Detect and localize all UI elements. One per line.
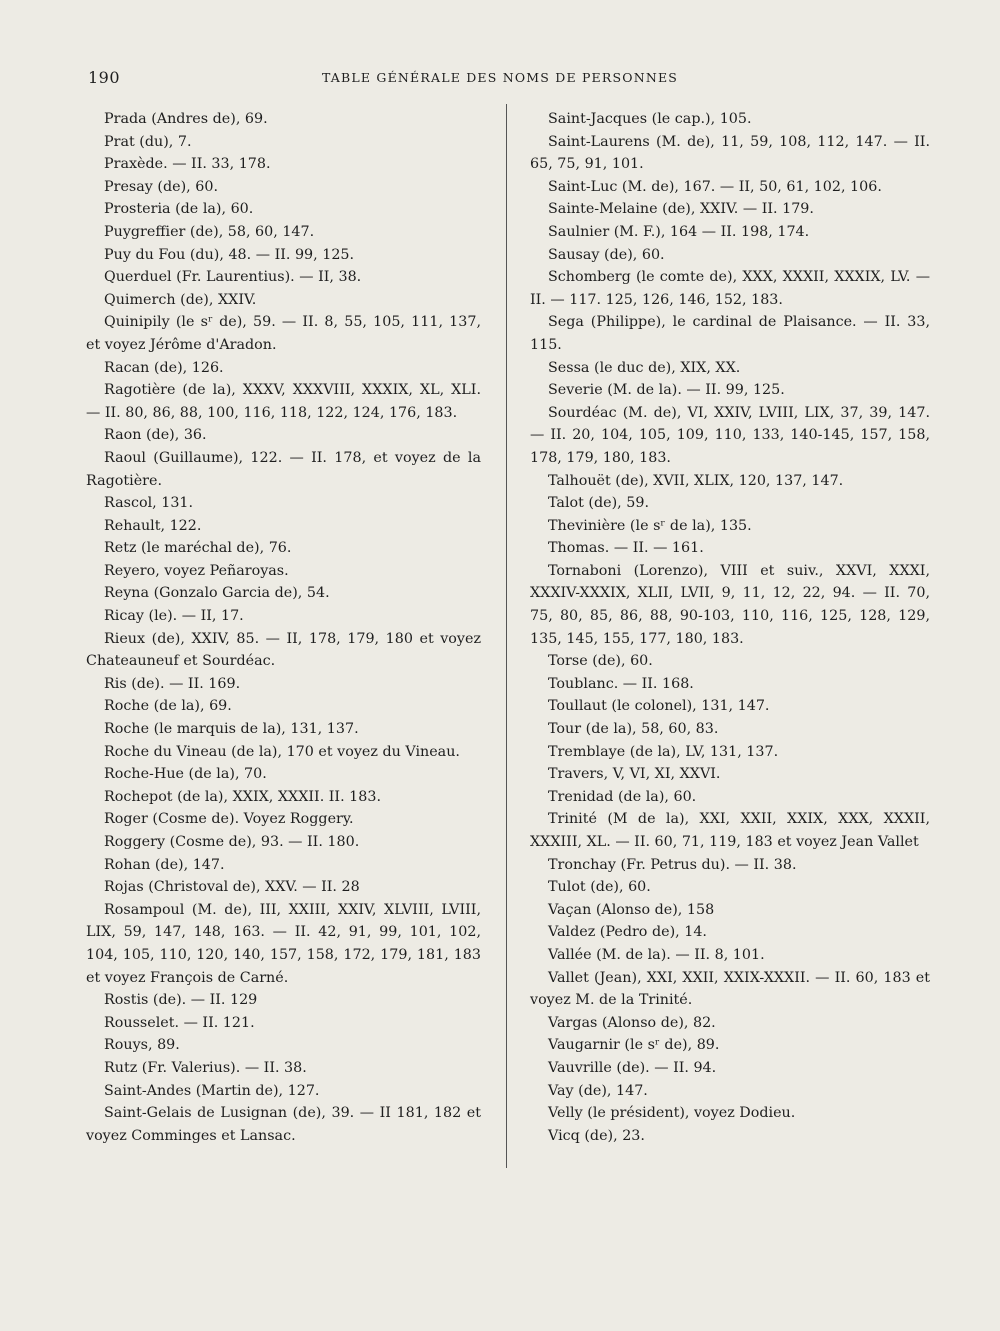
running-title: TABLE GÉNÉRALE DES NOMS DE PERSONNES bbox=[321, 70, 679, 85]
index-entry: Sourdéac (M. de), VI, XXIV, LVIII, LIX, 37, 39, 147. — II. 20, 104, 105, 109, 110, 133, 140-145, 157, 158, 178, 179, 180, 183. bbox=[530, 404, 930, 466]
index-entry: Tronchay (Fr. Petrus du). — II. 38. bbox=[548, 856, 797, 873]
index-entry: Ris (de). — II. 169. bbox=[104, 675, 241, 692]
index-entry: Vaugarnir (le sʳ de), 89. bbox=[548, 1037, 720, 1054]
index-entry: Roche (de la), 69. bbox=[104, 698, 232, 715]
index-entry: Rascol, 131. bbox=[104, 495, 194, 512]
index-entry: Travers, V, VI, XI, XXVI. bbox=[548, 766, 721, 783]
index-entry: Sausay (de), 60. bbox=[548, 246, 665, 263]
index-entry: Raoul (Guillaume), 122. — II. 178, et voyez de la Ragotière. bbox=[86, 449, 481, 489]
index-entry: Vauvrille (de). — II. 94. bbox=[548, 1059, 717, 1076]
index-entry: Reyero, voyez Peñaroyas. bbox=[104, 562, 289, 579]
index-entry: Rouys, 89. bbox=[104, 1037, 180, 1054]
index-entry: Schomberg (le comte de), XXX, XXXII, XXXIX, LV. — II. — 117. 125, 126, 146, 152, 183. bbox=[530, 269, 930, 308]
index-entry: Tour (de la), 58, 60, 83. bbox=[548, 721, 719, 738]
index-entry: Puy du Fou (du), 48. — II. 99, 125. bbox=[104, 246, 355, 263]
index-entry: Saint-Andes (Martin de), 127. bbox=[104, 1082, 320, 1099]
index-entry: Vallée (M. de la). — II. 8, 101. bbox=[548, 946, 765, 963]
index-entry: Sainte-Melaine (de), XXIV. — II. 179. bbox=[548, 201, 814, 218]
index-entry: Rojas (Christoval de), XXV. — II. 28 bbox=[104, 879, 360, 896]
index-entry: Rochepot (de la), XXIX, XXXII. II. 183. bbox=[104, 788, 382, 805]
index-entry: Ricay (le). — II, 17. bbox=[104, 608, 244, 625]
index-entry: Vallet (Jean), XXI, XXII, XXIX-XXXII. — II. 60, 183 et voyez M. de la Trinité. bbox=[530, 969, 930, 1009]
index-entry: Rehault, 122. bbox=[104, 517, 202, 534]
column-divider bbox=[506, 104, 507, 1168]
index-entry: Saint-Luc (M. de), 167. — II, 50, 61, 102, 106. bbox=[548, 178, 882, 195]
index-entry: Thomas. — II. — 161. bbox=[548, 540, 704, 557]
index-entry: Prada (Andres de), 69. bbox=[104, 111, 268, 127]
index-entry: Sega (Philippe), le cardinal de Plaisance. — II. 33, 115. bbox=[530, 314, 930, 353]
index-entry: Presay (de), 60. bbox=[104, 178, 218, 195]
index-entry: Rohan (de), 147. bbox=[104, 856, 225, 873]
index-entry: Roche-Hue (de la), 70. bbox=[104, 766, 267, 783]
index-entry: Rieux (de), XXIV, 85. — II, 178, 179, 180 et voyez Chateauneuf et Sourdéac. bbox=[86, 630, 481, 670]
index-entry: Raon (de), 36. bbox=[104, 427, 207, 444]
index-entry: Saint-Laurens (M. de), 11, 59, 108, 112, 147. — II. 65, 75, 91, 101. bbox=[530, 133, 930, 173]
index-column-left bbox=[86, 108, 481, 1147]
index-entry: Rosampoul (M. de), III, XXIII, XXIV, XLVIII, LVIII, LIX, 59, 147, 148, 163. — II. 42, 91, 99, 101, 102, 104, 105, 110, 120, 140, 157, 158, 172, 179, 181, 183 et voyez François de Carné. bbox=[86, 901, 481, 986]
index-entry: Tremblaye (de la), LV, 131, 137. bbox=[548, 743, 779, 760]
index-entry: Quinipily (le sʳ de), 59. — II. 8, 55, 105, 111, 137, et voyez Jérôme d'Aradon. bbox=[86, 314, 481, 353]
index-entry: Roche (le marquis de la), 131, 137. bbox=[104, 721, 359, 738]
index-entry: Reyna (Gonzalo Garcia de), 54. bbox=[104, 585, 330, 602]
index-entry: Prat (du), 7. bbox=[104, 133, 192, 150]
index-entry: Toullaut (le colonel), 131, 147. bbox=[548, 698, 770, 715]
index-entry: Rostis (de). — II. 129 bbox=[104, 992, 258, 1009]
index-entry: Racan (de), 126. bbox=[104, 359, 224, 376]
index-entry: Roggery (Cosme de), 93. — II. 180. bbox=[104, 834, 360, 850]
index-entry: Roche du Vineau (de la), 170 et voyez du Vineau. bbox=[104, 743, 460, 760]
index-entry: Talot (de), 59. bbox=[548, 495, 650, 512]
index-entry: Thevinière (le sʳ de la), 135. bbox=[548, 517, 752, 534]
index-entry: Rousselet. — II. 121. bbox=[104, 1014, 255, 1031]
index-entry: Trenidad (de la), 60. bbox=[548, 788, 697, 805]
index-entry: Puygreffier (de), 58, 60, 147. bbox=[104, 223, 315, 240]
index-entry: Tornaboni (Lorenzo), VIII et suiv., XXVI, XXXI, XXXIV-XXXIX, XLII, LVII, 9, 11, 12, 22, 94. — II. 70, 75, 80, 85, 86, 88, 90-103, 110, 116, 125, 128, 129, 135, 145, 155, 177, 180, 183. bbox=[530, 562, 930, 647]
index-entry: Tulot (de), 60. bbox=[548, 879, 651, 896]
index-entry: Vay (de), 147. bbox=[548, 1082, 648, 1099]
index-entry: Praxède. — II. 33, 178. bbox=[104, 156, 271, 173]
index-entry: Valdez (Pedro de), 14. bbox=[548, 924, 707, 941]
index-entry: Talhouët (de), XVII, XLIX, 120, 137, 147. bbox=[548, 472, 844, 489]
index-entry: Torse (de), 60. bbox=[548, 653, 653, 670]
index-entry: Querduel (Fr. Laurentius). — II, 38. bbox=[104, 269, 362, 286]
index-entry: Retz (le maréchal de), 76. bbox=[104, 540, 292, 557]
index-entry: Vicq (de), 23. bbox=[548, 1127, 645, 1144]
index-entry: Saint-Gelais de Lusignan (de), 39. — II 181, 182 et voyez Comminges et Lansac. bbox=[86, 1105, 481, 1144]
index-entry: Saint-Jacques (le cap.), 105. bbox=[548, 111, 752, 127]
index-column-right bbox=[530, 108, 930, 1147]
index-entry: Severie (M. de la). — II. 99, 125. bbox=[548, 382, 785, 399]
index-entry: Prosteria (de la), 60. bbox=[104, 201, 254, 218]
index-entry: Quimerch (de), XXIV. bbox=[104, 291, 257, 308]
index-entry: Velly (le président), voyez Dodieu. bbox=[548, 1105, 796, 1122]
index-entry: Vaçan (Alonso de), 158 bbox=[548, 901, 715, 918]
index-entry: Sessa (le duc de), XIX, XX. bbox=[548, 359, 741, 376]
index-entry: Trinité (M de la), XXI, XXII, XXIX, XXX, XXXII, XXXIII, XL. — II. 60, 71, 119, 183 et voyez Jean Vallet bbox=[530, 811, 930, 850]
index-entry: Roger (Cosme de). Voyez Roggery. bbox=[104, 811, 354, 828]
page-number: 190 bbox=[88, 68, 121, 87]
index-entry: Rutz (Fr. Valerius). — II. 38. bbox=[104, 1059, 307, 1076]
index-entry: Saulnier (M. F.), 164 — II. 198, 174. bbox=[548, 223, 810, 240]
index-entry: Toublanc. — II. 168. bbox=[548, 675, 694, 692]
index-entry: Ragotière (de la), XXXV, XXXVIII, XXXIX, XL, XLI. — II. 80, 86, 88, 100, 116, 118, 122, 124, 176, 183. bbox=[86, 382, 481, 421]
index-entry: Vargas (Alonso de), 82. bbox=[548, 1014, 716, 1031]
